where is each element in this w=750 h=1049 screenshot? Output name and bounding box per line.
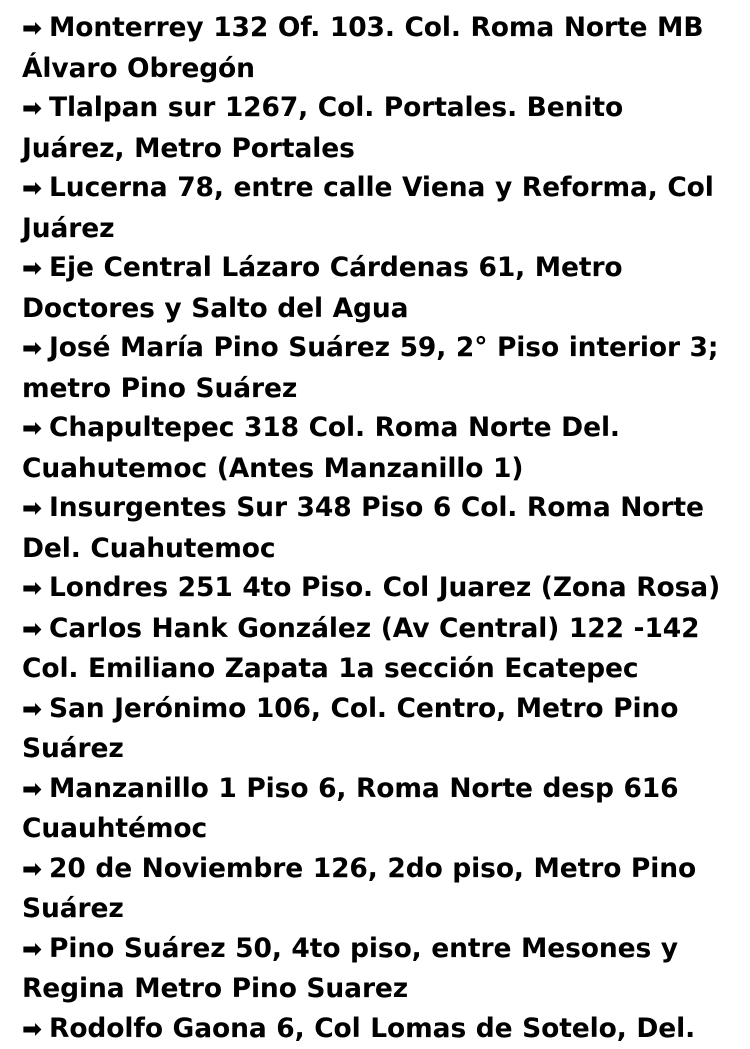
list-item <box>22 1009 728 1049</box>
right-arrow-icon: ➡ <box>22 1010 42 1049</box>
right-arrow-icon: ➡ <box>22 850 42 890</box>
address-text: Londres 251 4to Piso. Col Juarez (Zona Rosa) <box>49 572 720 603</box>
list-item <box>22 488 728 568</box>
right-arrow-icon: ➡ <box>22 489 42 529</box>
right-arrow-icon: ➡ <box>22 9 42 49</box>
right-arrow-icon: ➡ <box>22 169 42 209</box>
list-item <box>22 88 728 168</box>
right-arrow-icon: ➡ <box>22 89 42 129</box>
address-text: Manzanillo 1 Piso 6, Roma Norte desp 616 Cuauhtémoc <box>22 773 678 845</box>
right-arrow-icon: ➡ <box>22 329 42 369</box>
list-item <box>22 609 728 689</box>
list-item <box>22 769 728 849</box>
right-arrow-icon: ➡ <box>22 569 42 609</box>
address-text: Insurgentes Sur 348 Piso 6 Col. Roma Norte Del. Cuahutemoc <box>22 492 704 564</box>
list-item <box>22 929 728 1009</box>
list-item <box>22 168 728 248</box>
address-text: San Jerónimo 106, Col. Centro, Metro Pino Suárez <box>22 693 678 765</box>
right-arrow-icon: ➡ <box>22 610 42 650</box>
address-text: José María Pino Suárez 59, 2° Piso interior 3; metro Pino Suárez <box>22 332 718 404</box>
address-text: Eje Central Lázaro Cárdenas 61, Metro Doctores y Salto del Agua <box>22 252 623 324</box>
address-text: Pino Suárez 50, 4to piso, entre Mesones y Regina Metro Pino Suarez <box>22 933 678 1005</box>
address-list <box>22 8 728 1049</box>
address-text: Monterrey 132 Of. 103. Col. Roma Norte MB Álvaro Obregón <box>22 12 703 84</box>
right-arrow-icon: ➡ <box>22 770 42 810</box>
list-item <box>22 248 728 328</box>
list-item <box>22 408 728 488</box>
list-item <box>22 568 728 609</box>
list-item <box>22 689 728 769</box>
list-item <box>22 328 728 408</box>
address-text: Chapultepec 318 Col. Roma Norte Del. Cuahutemoc (Antes Manzanillo 1) <box>22 412 620 484</box>
list-item <box>22 849 728 929</box>
address-text: Rodolfo Gaona 6, Col Lomas de Sotelo, Del. <box>49 1013 695 1044</box>
list-item <box>22 8 728 88</box>
right-arrow-icon: ➡ <box>22 690 42 730</box>
right-arrow-icon: ➡ <box>22 409 42 449</box>
address-text: Carlos Hank González (Av Central) 122 -142 Col. Emiliano Zapata 1a sección Ecatepec <box>22 613 699 685</box>
right-arrow-icon: ➡ <box>22 930 42 970</box>
right-arrow-icon: ➡ <box>22 249 42 289</box>
address-text: Lucerna 78, entre calle Viena y Reforma, Col Juárez <box>22 172 714 244</box>
address-text: 20 de Noviembre 126, 2do piso, Metro Pino Suárez <box>22 853 696 925</box>
address-text: Tlalpan sur 1267, Col. Portales. Benito Juárez, Metro Portales <box>22 92 623 164</box>
